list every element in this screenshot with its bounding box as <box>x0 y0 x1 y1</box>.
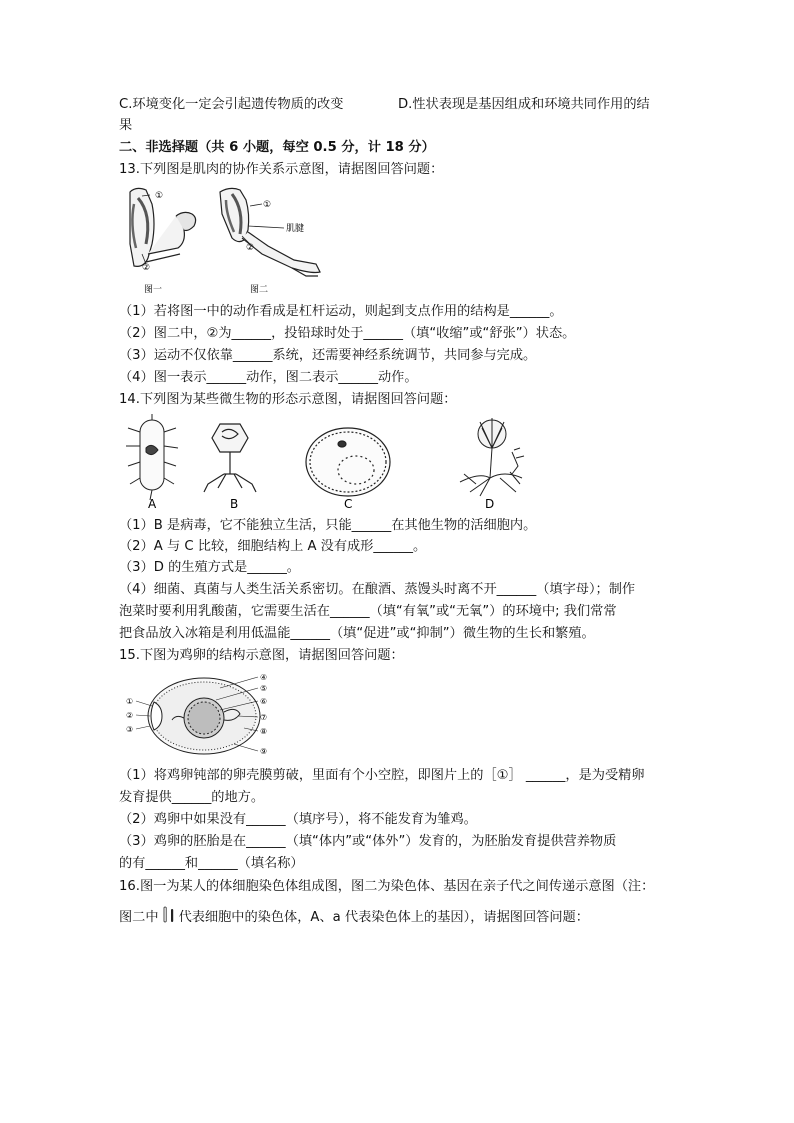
tendon-label: 肌腱 <box>286 224 305 234</box>
egg-label-6: ⑥ <box>260 697 268 706</box>
fig13-label-1b: ① <box>263 200 272 210</box>
q15-part1-cont: 发育提供______的地方。 <box>119 790 265 805</box>
egg-label-1: ① <box>126 697 134 706</box>
figure-14-microbes <box>120 412 540 514</box>
q16-text-b: 代表细胞中的染色体，A、a 代表染色体上的基因），请据图回答问题： <box>178 910 589 925</box>
q16-text-a: 图二中 <box>119 910 159 925</box>
question-15: 15.下图为鸡卵的结构示意图，请据图回答问题： <box>119 648 404 663</box>
q15-part3-cont: 的有______和______（填名称） <box>119 856 304 871</box>
chromosome-pair-icon <box>161 906 177 924</box>
q14-part4-cont2: 把食品放入冰箱是利用低温能______（填“促进”或“抑制”）微生物的生长和繁殖。 <box>119 626 595 641</box>
option-d-cont: 果 <box>119 118 133 133</box>
question-13: 13.下列图是肌肉的协作关系示意图，请据图回答问题： <box>119 162 444 177</box>
q14-part4: （4）细菌、真菌与人类生活关系密切。在酿酒、蒸馒头时离不开______（填字母）；制作 <box>119 582 636 597</box>
fig13-label-2b: ② <box>246 243 255 253</box>
egg-label-7: ⑦ <box>260 713 268 722</box>
egg-label-4: ④ <box>260 673 268 682</box>
q14-part1: （1）B 是病毒，它不能独立生活，只能______在其他生物的活细胞内。 <box>119 518 537 533</box>
figure-15-egg-diagram <box>124 670 284 762</box>
virus-b <box>204 424 256 492</box>
egg-label-5: ⑤ <box>260 684 268 693</box>
figure-13-muscle-diagram <box>122 184 332 296</box>
caption-fig2: 图二 <box>250 285 269 295</box>
q13-part1: （1）若将图一中的动作看成是杠杆运动，则起到支点作用的结构是______。 <box>119 304 563 319</box>
q15-part2: （2）鸡卵中如果没有______（填序号），将不能发育为雏鸡。 <box>119 812 477 827</box>
egg-label-3: ③ <box>126 725 134 734</box>
q15-part1: （1）将鸡卵钝部的卵壳膜剪破，里面有个小空腔，即图片上的［①］ ______，是为受精卵 <box>119 768 645 783</box>
q14-part3: （3）D 的生殖方式是______。 <box>119 560 300 575</box>
microbe-label-a: A <box>148 497 157 511</box>
q14-part2: （2）A 与 C 比较，细胞结构上 A 没有成形______。 <box>119 539 427 554</box>
egg-label-2: ② <box>126 711 134 720</box>
fig13-label-1: ① <box>155 191 164 201</box>
question-16: 16.图一为某人的体细胞染色体组成图，图二为染色体、基因在亲子代之间传递示意图（注： <box>119 879 655 894</box>
q13-part2: （2）图二中，②为______，投铅球时处于______（填“收缩”或“舒张”）状态。 <box>119 326 576 341</box>
microbe-label-c: C <box>344 497 353 511</box>
option-d: D.性状表现是基因组成和环境共同作用的结 <box>398 97 650 112</box>
yeast-c <box>306 428 390 496</box>
mold-d <box>460 418 524 496</box>
q13-part4: （4）图一表示______动作，图二表示______动作。 <box>119 370 418 385</box>
caption-fig1: 图一 <box>144 285 163 295</box>
option-c: C.环境变化一定会引起遗传物质的改变 <box>119 97 344 112</box>
question-14: 14.下列图为某些微生物的形态示意图，请据图回答问题： <box>119 392 457 407</box>
q14-part4-cont1: 泡菜时要利用乳酸菌，它需要生活在______（填“有氧”或“无氧”）的环境中; 我们常常 <box>119 604 617 619</box>
egg-label-9: ⑨ <box>260 747 268 756</box>
fig13-label-2: ② <box>142 263 151 273</box>
egg-label-8: ⑧ <box>260 727 268 736</box>
q15-part3: （3）鸡卵的胚胎是在______（填“体内”或“体外”）发育的，为胚胎发育提供营养物质 <box>119 834 617 849</box>
bacterium-a <box>126 414 178 500</box>
microbe-label-b: B <box>230 497 239 511</box>
section-heading: 二、非选择题（共 6 小题，每空 0.5 分，计 18 分） <box>119 140 435 155</box>
microbe-label-d: D <box>485 497 495 511</box>
question-16-cont <box>119 906 589 928</box>
q13-part3: （3）运动不仅依靠______系统，还需要神经系统调节，共同参与完成。 <box>119 348 537 363</box>
